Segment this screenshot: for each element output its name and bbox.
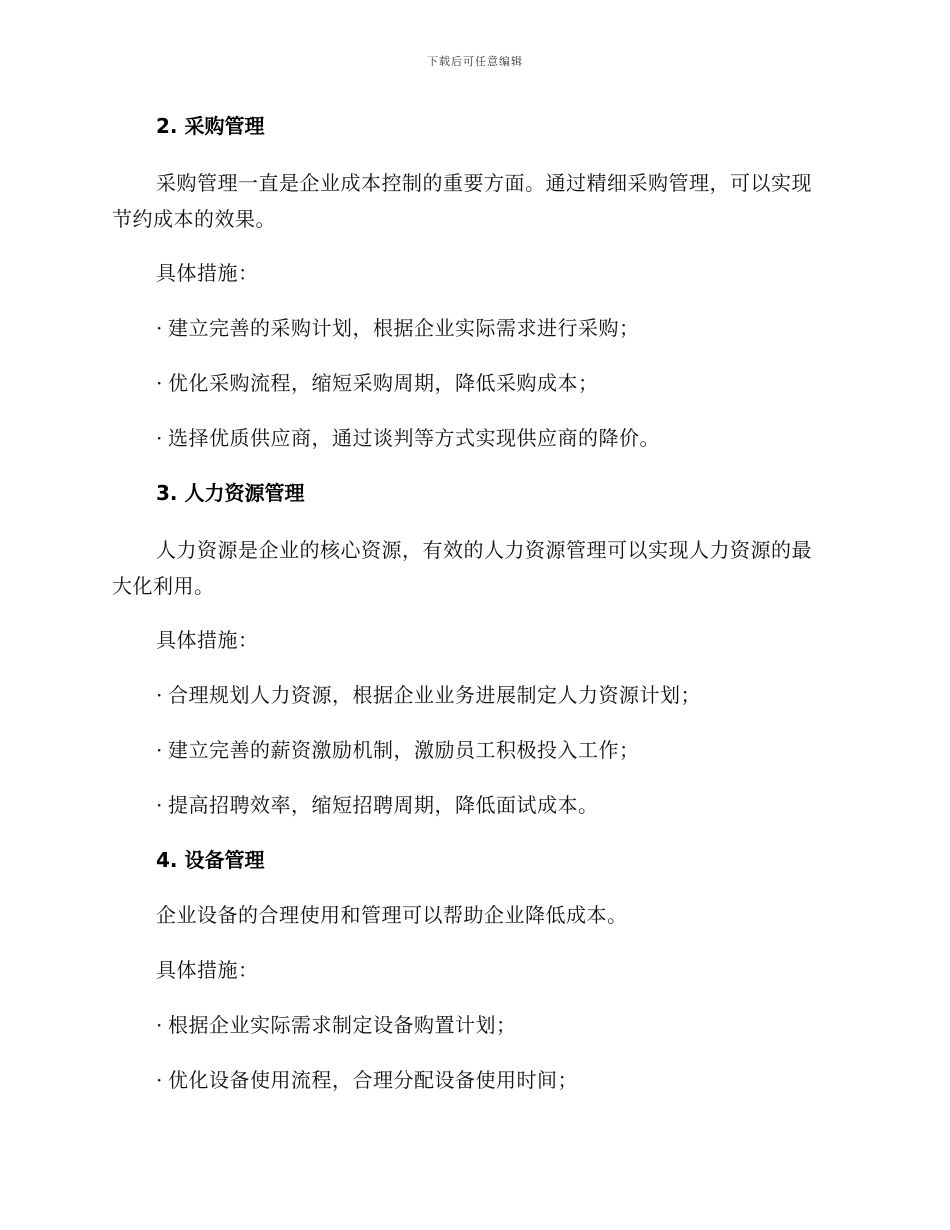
list-item [156,679,832,711]
list-item [156,1009,832,1041]
list-item-text: 建立完善的采购计划，根据企业实际需求进行采购； [168,316,640,340]
list-item-text: 合理规划人力资源，根据企业业务进展制定人力资源计划； [168,683,701,707]
section-heading-equipment: 4. 设备管理 [156,848,265,872]
section-intro-equipment: 企业设备的合理使用和管理可以帮助企业降低成本。 [156,903,628,927]
list-item-text: 建立完善的薪资激励机制，激励员工积极投入工作； [168,738,640,762]
measures-label: 具体措施： [156,958,259,982]
measures-label: 具体措施： [156,628,259,652]
list-item [156,312,832,344]
bullet-icon: · [156,316,163,340]
bullet-icon: · [156,683,163,707]
list-item [156,734,832,766]
list-item [156,422,832,454]
section-intro-hr: 人力资源是企业的核心资源，有效的人力资源管理可以实现人力资源的最大化利用。 [112,538,812,598]
bullet-icon: · [156,738,163,762]
bullet-icon: · [156,426,163,450]
list-item [156,367,832,399]
bullet-icon: · [156,1013,163,1037]
bullet-icon: · [156,371,163,395]
list-item-text: 优化设备使用流程，合理分配设备使用时间； [168,1068,578,1092]
list-item-text: 优化采购流程，缩短采购周期，降低采购成本； [168,371,599,395]
list-item [156,1064,832,1096]
section-heading-procurement: 2. 采购管理 [156,114,265,138]
list-item-text: 选择优质供应商，通过谈判等方式实现供应商的降价。 [168,426,660,450]
bullet-icon: · [156,1068,163,1092]
list-item-text: 提高招聘效率，缩短招聘周期，降低面试成本。 [168,793,599,817]
measures-label: 具体措施： [156,261,259,285]
header-note: 下载后可任意编辑 [427,55,523,68]
bullet-icon: · [156,793,163,817]
section-heading-hr: 3. 人力资源管理 [156,481,305,505]
list-item [156,789,832,821]
list-item-text: 根据企业实际需求制定设备购置计划； [168,1013,517,1037]
document-body [112,110,832,1119]
section-intro-procurement: 采购管理一直是企业成本控制的重要方面。通过精细采购管理，可以实现节约成本的效果。 [112,171,812,231]
